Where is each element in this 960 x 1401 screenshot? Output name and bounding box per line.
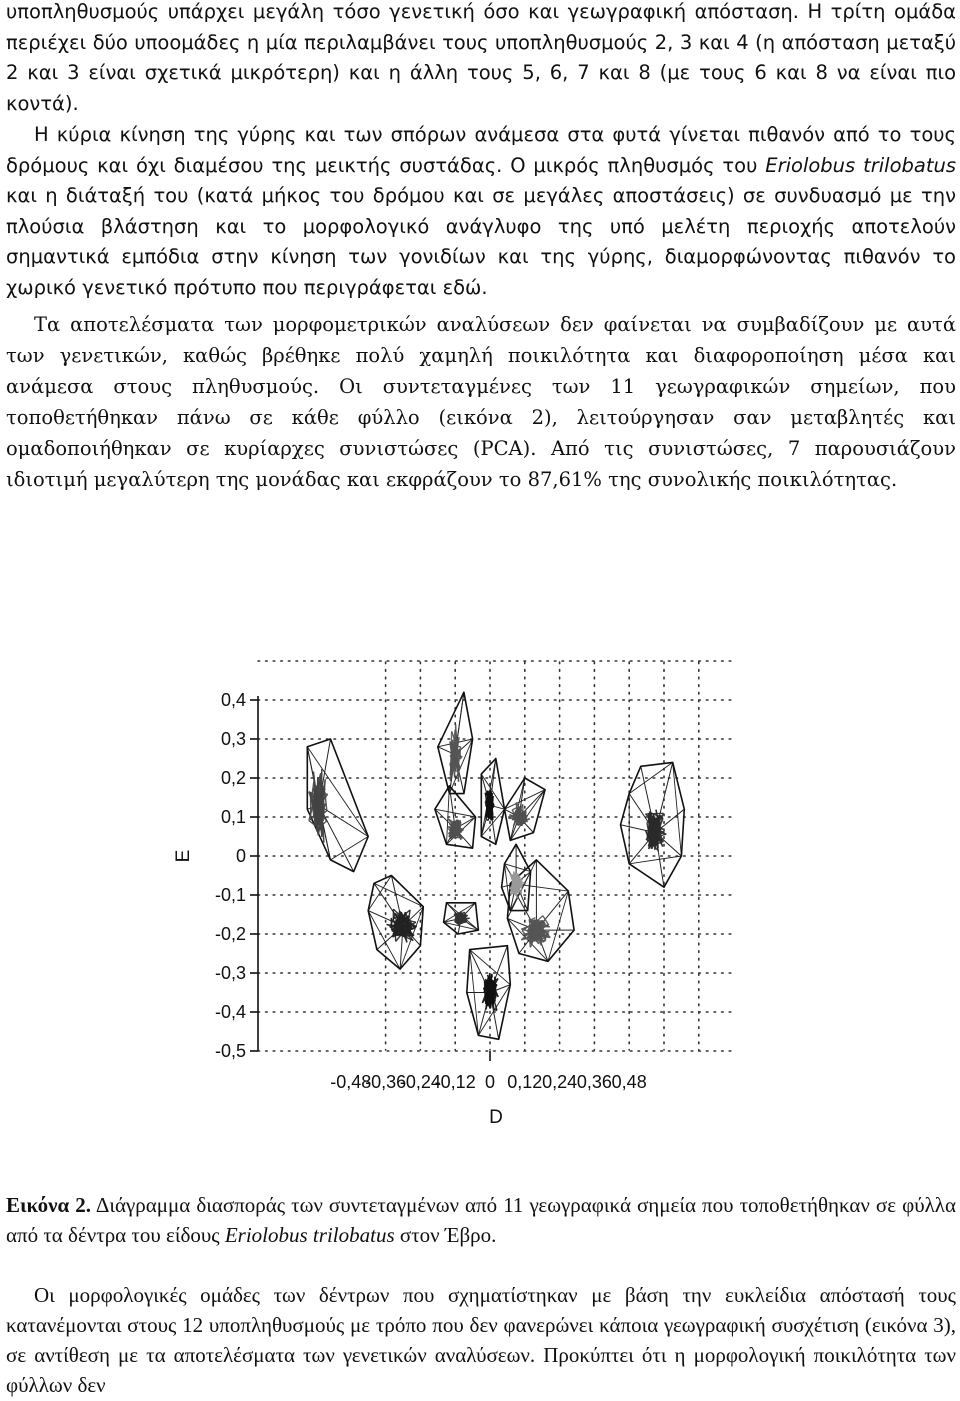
y-tick-label: -0,2 bbox=[214, 924, 246, 944]
caption-label: Εικόνα 2. bbox=[6, 1193, 91, 1217]
x-tick-label: -0,12 bbox=[434, 1072, 476, 1092]
y-tick-label: -0,1 bbox=[214, 885, 246, 905]
cluster-point-link bbox=[516, 816, 517, 822]
x-tick-label: -0,36 bbox=[365, 1072, 407, 1092]
cluster-point-link bbox=[515, 885, 516, 886]
cluster-5-chord bbox=[629, 856, 681, 864]
paragraph-2-start: Η κύρια κίνηση της γύρης και των σπόρων ανάμεσα στα φυτά γίνεται πιθανόν από το τους δρόμους και όχι διαμέσου της μεικτής συστάδας. Ο μικρός πληθυσμός του bbox=[6, 123, 956, 177]
cluster-7-points bbox=[485, 790, 494, 821]
x-axis-label: D bbox=[489, 1107, 503, 1128]
cluster-point-link bbox=[494, 1010, 497, 1011]
figure-caption bbox=[6, 1190, 956, 1250]
cluster-point-link bbox=[530, 936, 531, 937]
paragraph-3: Τα αποτελέσματα των μορφομετρικών αναλύσεων δεν φαίνεται να συμβαδίζουν με αυτά των γενετικών, καθώς βρέθηκε πολύ χαμηλή ποικιλότητα και διαφοροποίηση μέσα και ανάμεσα στους πληθυσμούς. Οι συντεταγμένες των 11 γεωγραφικών σημείων, που τοποθετήθηκαν πάνω σε κάθε φύλλο (εικόνα 2), λειτούργησαν σαν μεταβλητές και ομαδοποιήθηκαν σε κυρίαρχες συνιστώσες (PCA). Από τις συνιστώσες, 7 παρουσιάζουν ιδιοτιμή μεγαλύτερη της μονάδας και εκφράζουν το 87,61% της συνολικής ποικιλότητας. bbox=[6, 313, 956, 491]
y-tick-label: -0,5 bbox=[214, 1041, 246, 1061]
scatter-figure bbox=[0, 640, 960, 1140]
x-tick-label: -0,48 bbox=[330, 1072, 372, 1092]
x-tick-label: 0,36 bbox=[576, 1072, 612, 1092]
y-tick-label: 0,2 bbox=[220, 768, 246, 788]
paragraph-2 bbox=[6, 120, 956, 303]
x-tick-label: 0,24 bbox=[542, 1072, 578, 1092]
y-tick-label: -0,4 bbox=[214, 1002, 246, 1022]
x-tick-label: 0,12 bbox=[507, 1072, 543, 1092]
paragraph-1: υποπληθυσμούς υπάρχει μεγάλη τόσο γενετική όσο και γεωγραφική απόσταση. Η τρίτη ομάδα περιέχει δύο υποομάδες η μία περιλαμβάνει τους υποπληθυσμούς 2, 3 και 4 (η απόσταση μεταξύ 2 και 3 είναι σχετικά μικρότερη) και η άλλη τους 5, 6, 7 και 8 (με τους 6 και 8 να είναι πιο κοντά). bbox=[6, 0, 956, 115]
caption-species: Eriolobus trilobatus bbox=[224, 1223, 395, 1247]
x-tick-label: 0,48 bbox=[611, 1072, 647, 1092]
x-tick-label: 0 bbox=[484, 1072, 496, 1092]
caption-text-a: Διάγραμμα διασποράς των συντεταγμένων από 11 γεωγραφικά σημεία που τοποθετήθηκαν σε φύλλα από τα δέντρα του είδους bbox=[6, 1193, 956, 1247]
x-tick-label: -0,24 bbox=[399, 1072, 441, 1092]
cluster-6-points bbox=[450, 724, 462, 781]
cluster-4-chord bbox=[548, 891, 568, 961]
species-name: Eriolobus trilobatus bbox=[765, 153, 956, 177]
y-tick-label: 0 bbox=[235, 846, 246, 866]
cluster-3-points bbox=[482, 973, 498, 1010]
cluster-4-points bbox=[521, 916, 550, 948]
paragraph-4: Οι μορφολογικές ομάδες των δέντρων που σχηματίστηκαν με βάση την ευκλείδια απόστασή τους κατανέμονται στους 12 υποπληθυσμούς με τρόπο που δεν φανερώνει κάποια γεωγραφική συσχέτιση (εικόνα 3), σε αντίθεση με τα αποτελέσματα των γενετικών αναλύσεων. Προκύπτει ότι η μορφολογική ποικιλότητα των φύλλων δεν bbox=[6, 1283, 956, 1397]
y-tick-label: 0,3 bbox=[220, 729, 246, 749]
axes bbox=[215, 690, 647, 1092]
cluster-point-link bbox=[515, 880, 516, 884]
y-tick-label: 0,1 bbox=[220, 807, 246, 827]
cluster-9-points bbox=[448, 819, 464, 840]
cluster-5-chord bbox=[673, 762, 682, 856]
y-axis-label: E bbox=[173, 849, 194, 863]
cluster-10-points bbox=[509, 871, 524, 898]
cluster-point-link bbox=[512, 808, 516, 810]
paragraph-2-rest: και η διάταξή του (κατά μήκος του δρόμου και σε μεγάλες αποστάσεις) σε συνδυασμό με την πλούσια βλάστηση και το μορφολογικό ανάγλυφο της υπό μελέτη περιοχής αποτελούν σημαντικά εμπόδια στην κίνηση των γονιδίων και της γύρης, διαμορφώνοντας πιθανόν το χωρικό γενετικό πρότυπο που περιγράφεται εδώ. bbox=[6, 184, 956, 299]
cluster-point-link bbox=[455, 762, 456, 766]
cluster-5-points bbox=[645, 810, 666, 851]
cluster-point-link bbox=[456, 915, 457, 923]
cluster-point-link bbox=[488, 1000, 490, 1001]
caption-text-b: στον Έβρο. bbox=[394, 1223, 497, 1247]
y-tick-label: -0,3 bbox=[214, 963, 246, 983]
y-tick-label: 0,4 bbox=[220, 690, 246, 710]
